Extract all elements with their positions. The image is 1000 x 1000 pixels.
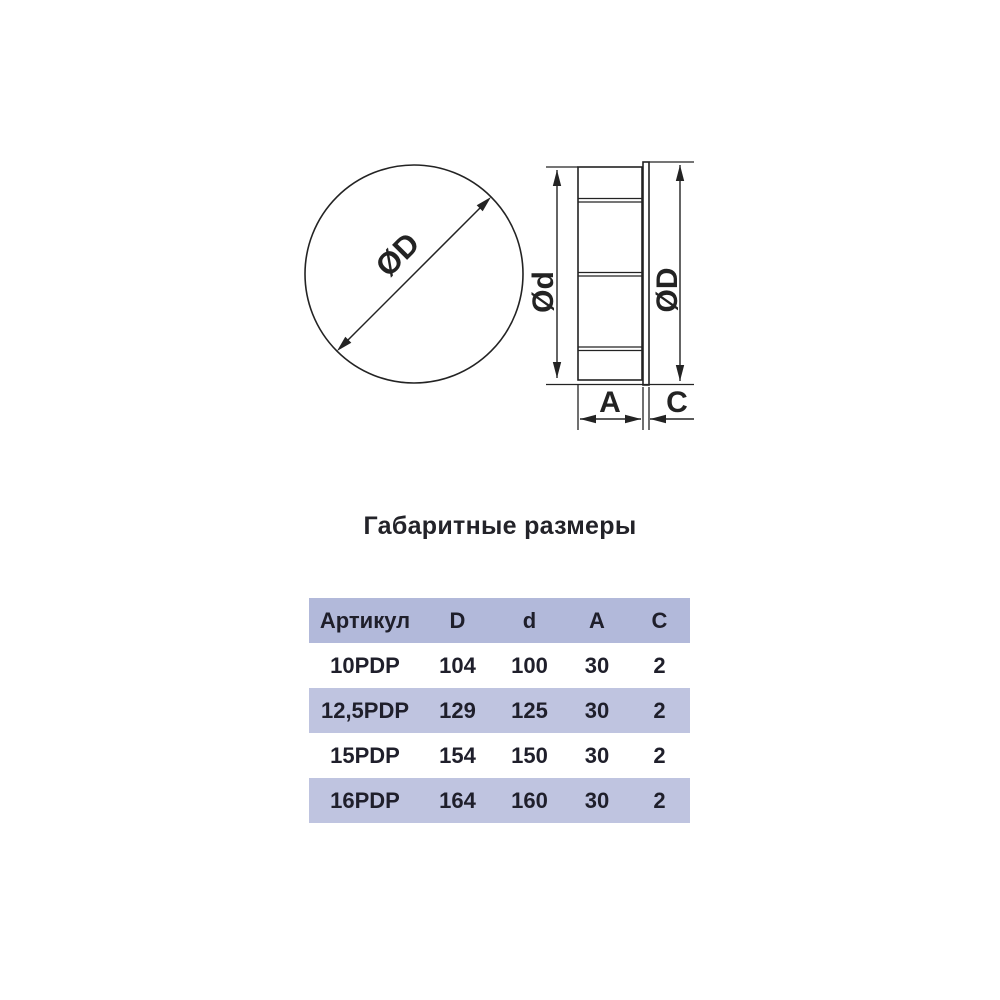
cell-A: 30 [584, 742, 610, 768]
dimension-depth-a [580, 386, 641, 423]
col-header-D: D [449, 607, 466, 633]
dimension-inner-diameter [527, 170, 561, 378]
cell-D: 129 [439, 697, 476, 723]
cell-A: 30 [584, 697, 610, 723]
depth-label: A [599, 386, 621, 419]
dimensions-table [309, 598, 690, 823]
dimension-flange-c [650, 386, 694, 423]
col-header-d: d [522, 607, 537, 633]
cell-article: 16PDP [330, 787, 400, 813]
cell-article: 15PDP [330, 742, 400, 768]
cell-C: 2 [653, 697, 666, 723]
technical-drawing [0, 0, 1000, 470]
cell-D: 164 [439, 787, 476, 813]
col-header-A: A [589, 607, 605, 633]
front-diameter-label: ØD [368, 225, 427, 284]
duct-ribs [578, 199, 642, 351]
cell-C: 2 [653, 787, 666, 813]
section-title: Габаритные размеры [363, 512, 637, 540]
cell-C: 2 [653, 652, 666, 678]
table-row [309, 778, 690, 823]
cell-D: 154 [439, 742, 476, 768]
diameter-arrow-line [340, 200, 488, 348]
flange-label: C [666, 386, 688, 419]
table-row [309, 688, 690, 733]
inner-diameter-label: Ød [527, 271, 560, 313]
table-row [309, 733, 690, 778]
duct-flange [643, 162, 649, 385]
front-view [305, 165, 523, 383]
cell-A: 30 [584, 652, 610, 678]
table-row [309, 643, 690, 688]
cell-d: 100 [511, 652, 548, 678]
cell-d: 150 [511, 742, 548, 768]
cell-d: 160 [511, 787, 548, 813]
cell-d: 125 [511, 697, 548, 723]
cell-D: 104 [439, 652, 476, 678]
cell-C: 2 [653, 742, 666, 768]
table-header-row [309, 598, 690, 643]
dimension-outer-diameter [651, 165, 684, 381]
side-view [578, 162, 649, 385]
cell-A: 30 [584, 787, 610, 813]
cell-article: 10PDP [330, 652, 400, 678]
cell-article: 12,5PDP [320, 697, 410, 723]
col-header-article: Артикул [319, 607, 411, 633]
outer-diameter-label: ØD [651, 267, 684, 313]
col-header-C: C [651, 607, 668, 633]
